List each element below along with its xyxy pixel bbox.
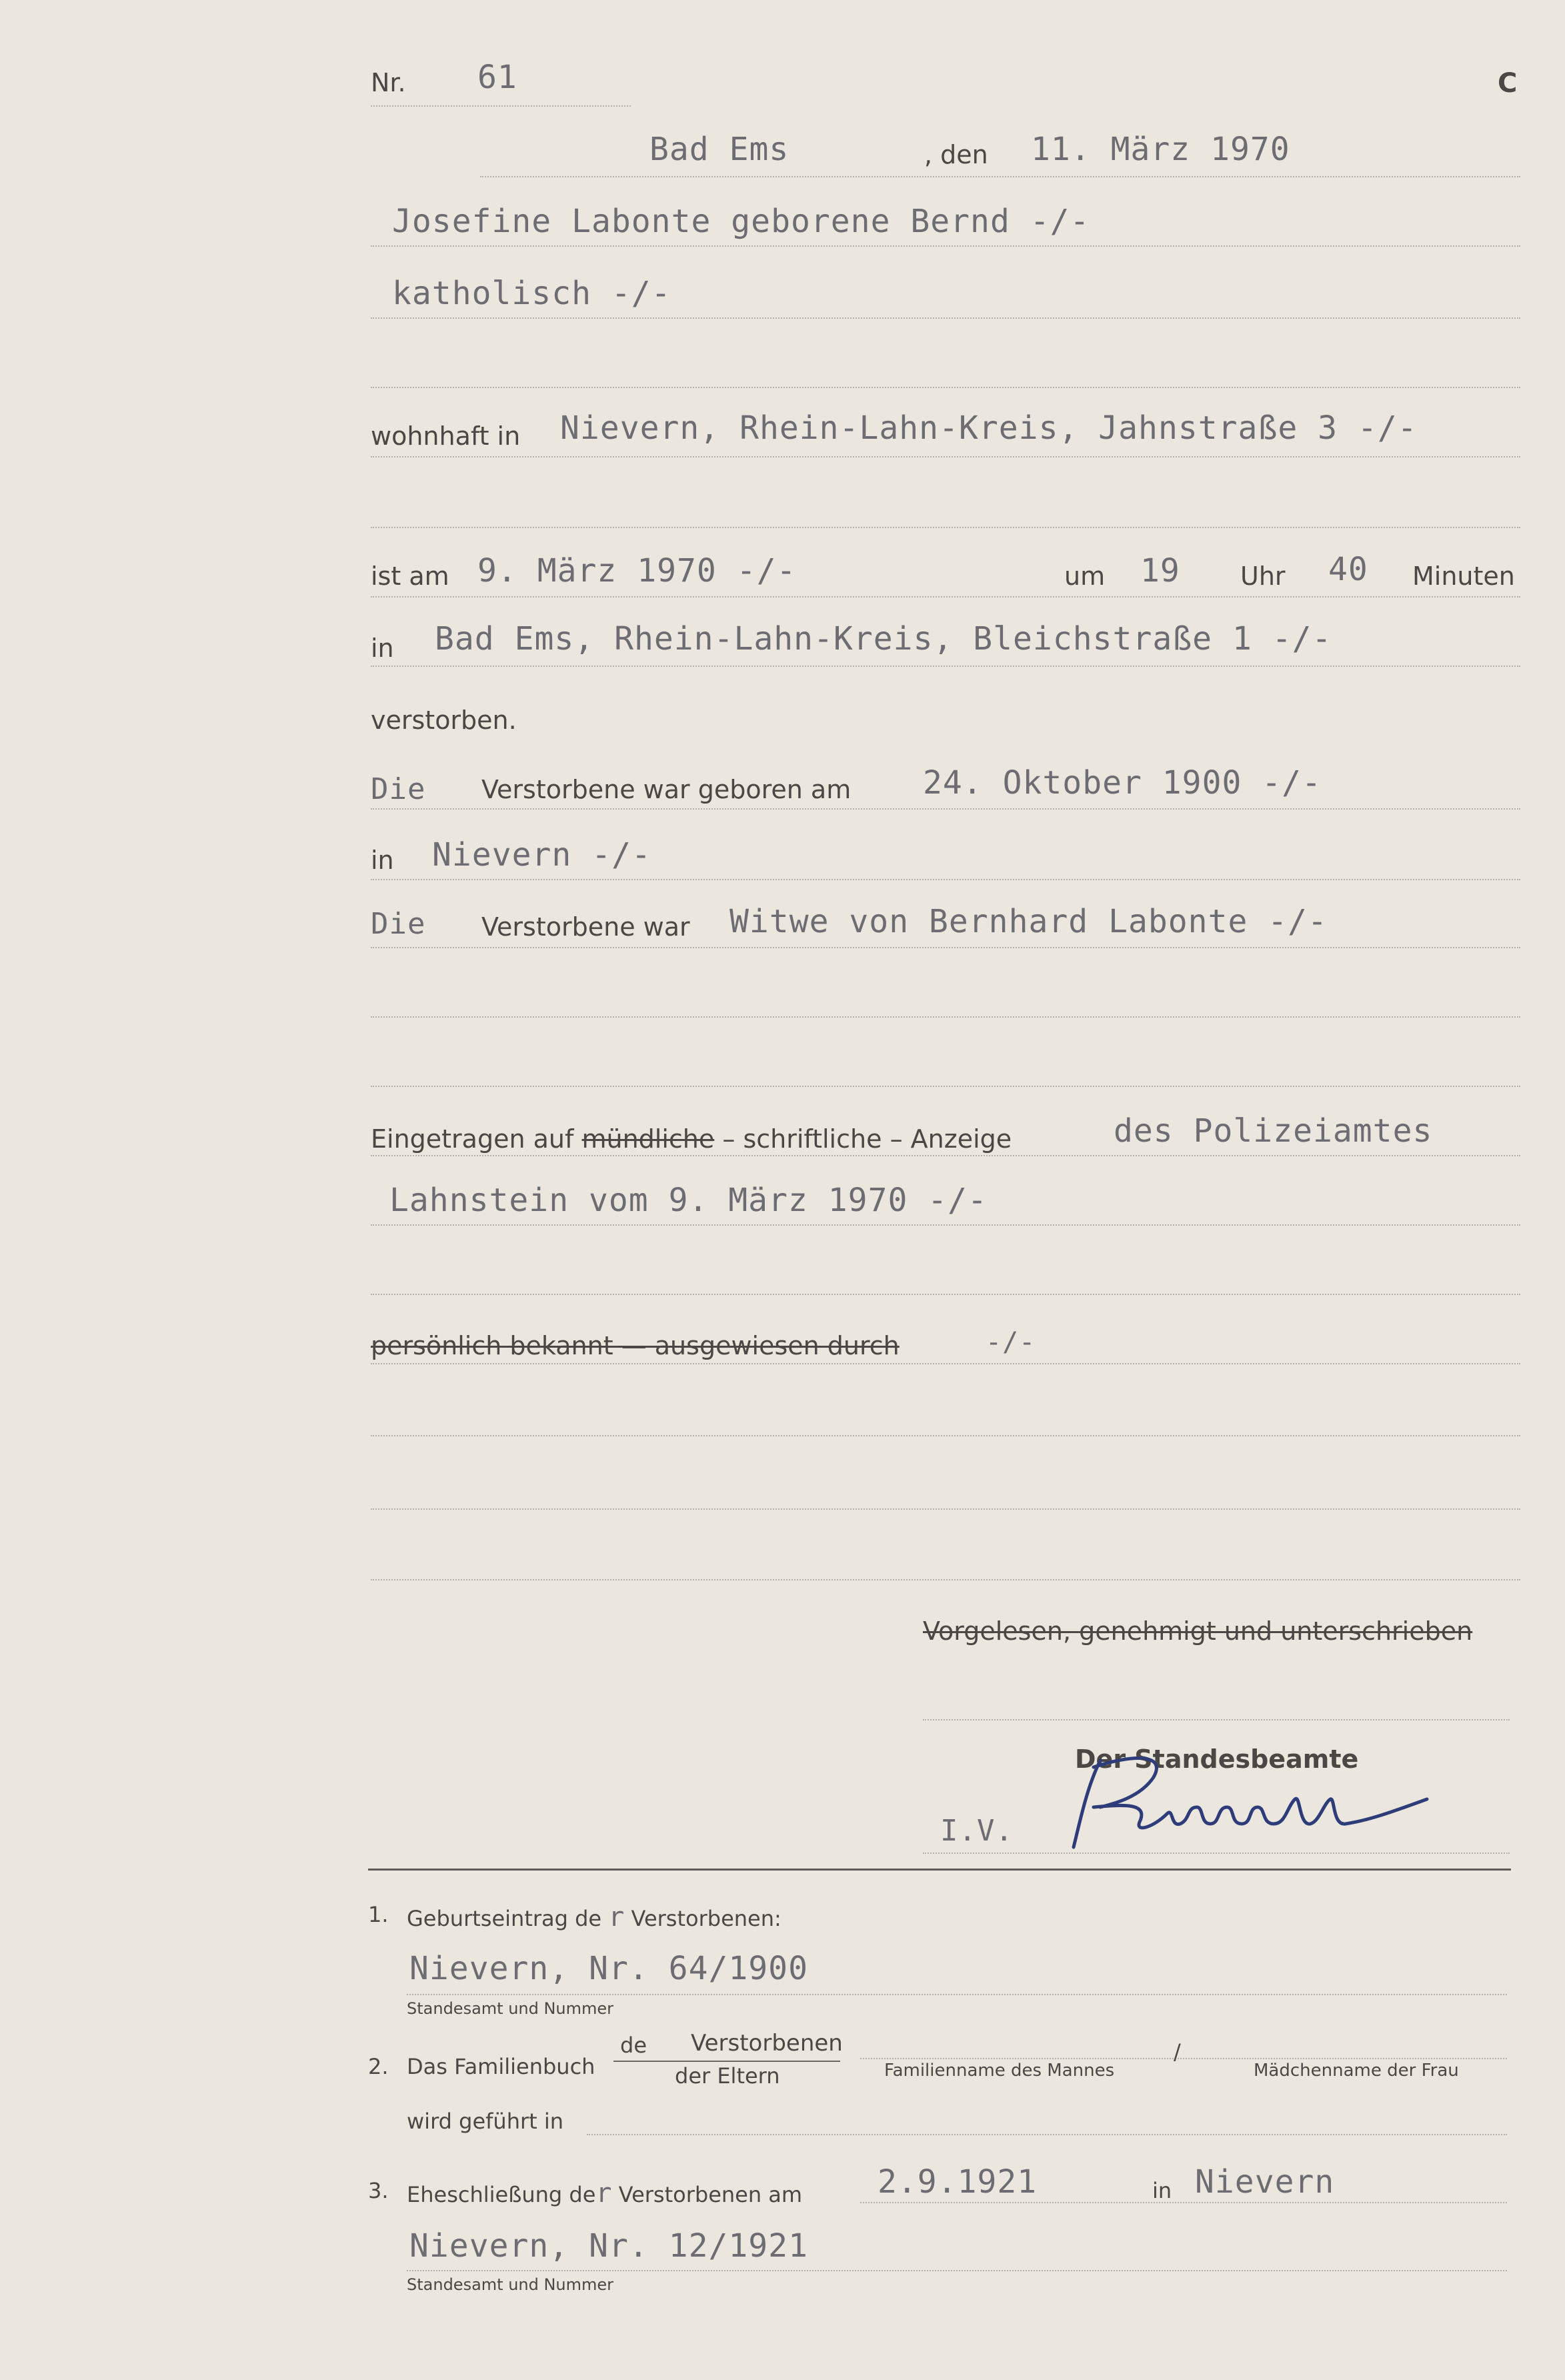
note-2-caption-wife: Mädchenname der Frau (1254, 2061, 1459, 2081)
note-2-label: Das Familienbuch (407, 2054, 595, 2079)
closing-struck: Vorgelesen, genehmigt und unterschrieben (923, 1616, 1473, 1646)
blank-dotted-line-1 (371, 387, 1520, 388)
minuten-label: Minuten (1412, 561, 1515, 591)
entry-dotted-line (371, 1155, 1520, 1156)
note-1-typed-suffix: r (608, 1902, 625, 1933)
note-3-label (407, 2178, 802, 2209)
entry-line (371, 1124, 1012, 1154)
status-dotted-line (371, 947, 1520, 948)
birth-date: 24. Oktober 1900 -/- (923, 764, 1322, 802)
entry-written: schriftliche (743, 1124, 882, 1154)
entry-prefix: Eingetragen auf (371, 1124, 574, 1154)
note-2-label-2: wird geführt in (407, 2109, 564, 2134)
identity-dotted-line (371, 1363, 1520, 1364)
blank-dotted-line-3 (371, 1016, 1520, 1018)
marital-status: Witwe von Bernhard Labonte -/- (729, 903, 1328, 940)
iv-label: I.V. (940, 1814, 1014, 1848)
status-die-typed: Die (371, 907, 426, 941)
death-place-dotted-line (371, 666, 1520, 667)
blank-dotted-line-6 (371, 1435, 1520, 1436)
date-dotted-line (480, 176, 1520, 177)
entry-struck-oral: mündliche (581, 1124, 715, 1154)
entry-suffix: Anzeige (910, 1124, 1012, 1154)
record-number: 61 (477, 59, 517, 96)
deceased-residence: Nievern, Rhein-Lahn-Kreis, Jahnstraße 3 -/- (560, 409, 1418, 447)
birth-place: Nievern -/- (432, 836, 651, 874)
verstorben-label: verstorben. (371, 706, 517, 735)
birth-date-dotted-line (371, 808, 1520, 810)
note-1-number: 1. (368, 1902, 389, 1927)
death-date-dotted-line (371, 596, 1520, 598)
death-minutes: 40 (1328, 551, 1368, 588)
deceased-religion: katholisch -/- (392, 275, 671, 312)
death-date-label: ist am (371, 561, 449, 591)
series-letter: C (1498, 68, 1518, 99)
note-2-caption-husband: Familienname des Mannes (884, 2061, 1115, 2081)
note-3-value: Nievern, Nr. 12/1921 (409, 2227, 808, 2265)
entry-dash-1: – (722, 1124, 735, 1154)
note-3-number: 3. (368, 2178, 389, 2203)
residence-dotted-line (371, 456, 1520, 457)
signature-dotted-line (923, 1853, 1510, 1854)
death-date: 9. März 1970 -/- (477, 552, 797, 589)
residence-label: wohnhaft in (371, 421, 521, 451)
death-place: Bad Ems, Rhein-Lahn-Kreis, Bleichstraße 1 -/- (435, 620, 1332, 658)
name-dotted-line (371, 245, 1520, 247)
entry-source-1: des Polizeiamtes (1114, 1112, 1433, 1150)
note-3-value-dotted-line (407, 2270, 1507, 2271)
note-2-slash: / (1174, 2039, 1181, 2065)
blank-dotted-line-5 (371, 1294, 1520, 1295)
note-2-place-dotted-line (587, 2134, 1507, 2135)
note-3-caption: Standesamt und Nummer (407, 2275, 614, 2294)
note-1-value: Nievern, Nr. 64/1900 (409, 1950, 808, 1987)
note-3-label-text: Eheschließung de (407, 2182, 596, 2207)
blank-dotted-line-2 (371, 527, 1520, 528)
official-title: Der Standesbeamte (1075, 1744, 1359, 1774)
note-2-eltern: der Eltern (675, 2063, 780, 2089)
um-label: um (1064, 561, 1106, 591)
registry-date: 11. März 1970 (1031, 131, 1290, 168)
birth-die-typed: Die (371, 772, 426, 806)
birth-label: Verstorbene war geboren am (481, 775, 852, 804)
note-1-caption: Standesamt und Nummer (407, 1999, 614, 2018)
note-2-de: de (620, 2033, 647, 2058)
note-1-dotted-line (407, 1994, 1507, 1995)
note-3-in: in (1152, 2178, 1172, 2203)
entry-source-2: Lahnstein vom 9. März 1970 -/- (389, 1182, 988, 1219)
closing-dotted-line (923, 1719, 1510, 1720)
religion-dotted-line (371, 317, 1520, 319)
uhr-label: Uhr (1240, 561, 1286, 591)
den-label: , den (924, 140, 988, 169)
note-3-typed-suffix: r (595, 2178, 612, 2209)
blank-dotted-line-7 (371, 1508, 1520, 1510)
registry-place: Bad Ems (649, 131, 790, 168)
blank-dotted-line-4 (371, 1086, 1520, 1087)
official-signature (1054, 1740, 1454, 1861)
birth-place-dotted-line (371, 879, 1520, 880)
entry-source-dotted-line (371, 1224, 1520, 1226)
identity-value: -/- (986, 1327, 1036, 1358)
note-3-place: Nievern (1195, 2163, 1335, 2201)
footer-separator (368, 1869, 1511, 1871)
note-2-number: 2. (368, 2054, 389, 2079)
blank-dotted-line-8 (371, 1579, 1520, 1580)
note-3-label-text-2: Verstorbenen am (618, 2182, 803, 2207)
birth-place-label: in (371, 846, 394, 875)
note-3-date: 2.9.1921 (878, 2163, 1038, 2201)
note-2-dotted-line (860, 2058, 1507, 2059)
entry-dash-2: – (890, 1124, 903, 1154)
identity-struck: persönlich bekannt — ausgewiesen durch (371, 1331, 900, 1360)
note-2-typed-deceased: Verstorbenen (691, 2030, 843, 2057)
note-2-fraction-line (613, 2061, 840, 2062)
nr-dotted-line (371, 105, 631, 107)
status-label: Verstorbene war (481, 912, 690, 942)
note-1-label-text-2: Verstorbenen: (631, 1906, 781, 1931)
death-place-label: in (371, 634, 394, 663)
nr-label: Nr. (371, 68, 406, 97)
death-hour: 19 (1140, 552, 1180, 589)
deceased-name: Josefine Labonte geborene Bernd -/- (392, 203, 1090, 240)
note-3-dotted-line (860, 2202, 1507, 2203)
note-1-label (407, 1902, 781, 1933)
note-1-label-text: Geburtseintrag de (407, 1906, 602, 1931)
